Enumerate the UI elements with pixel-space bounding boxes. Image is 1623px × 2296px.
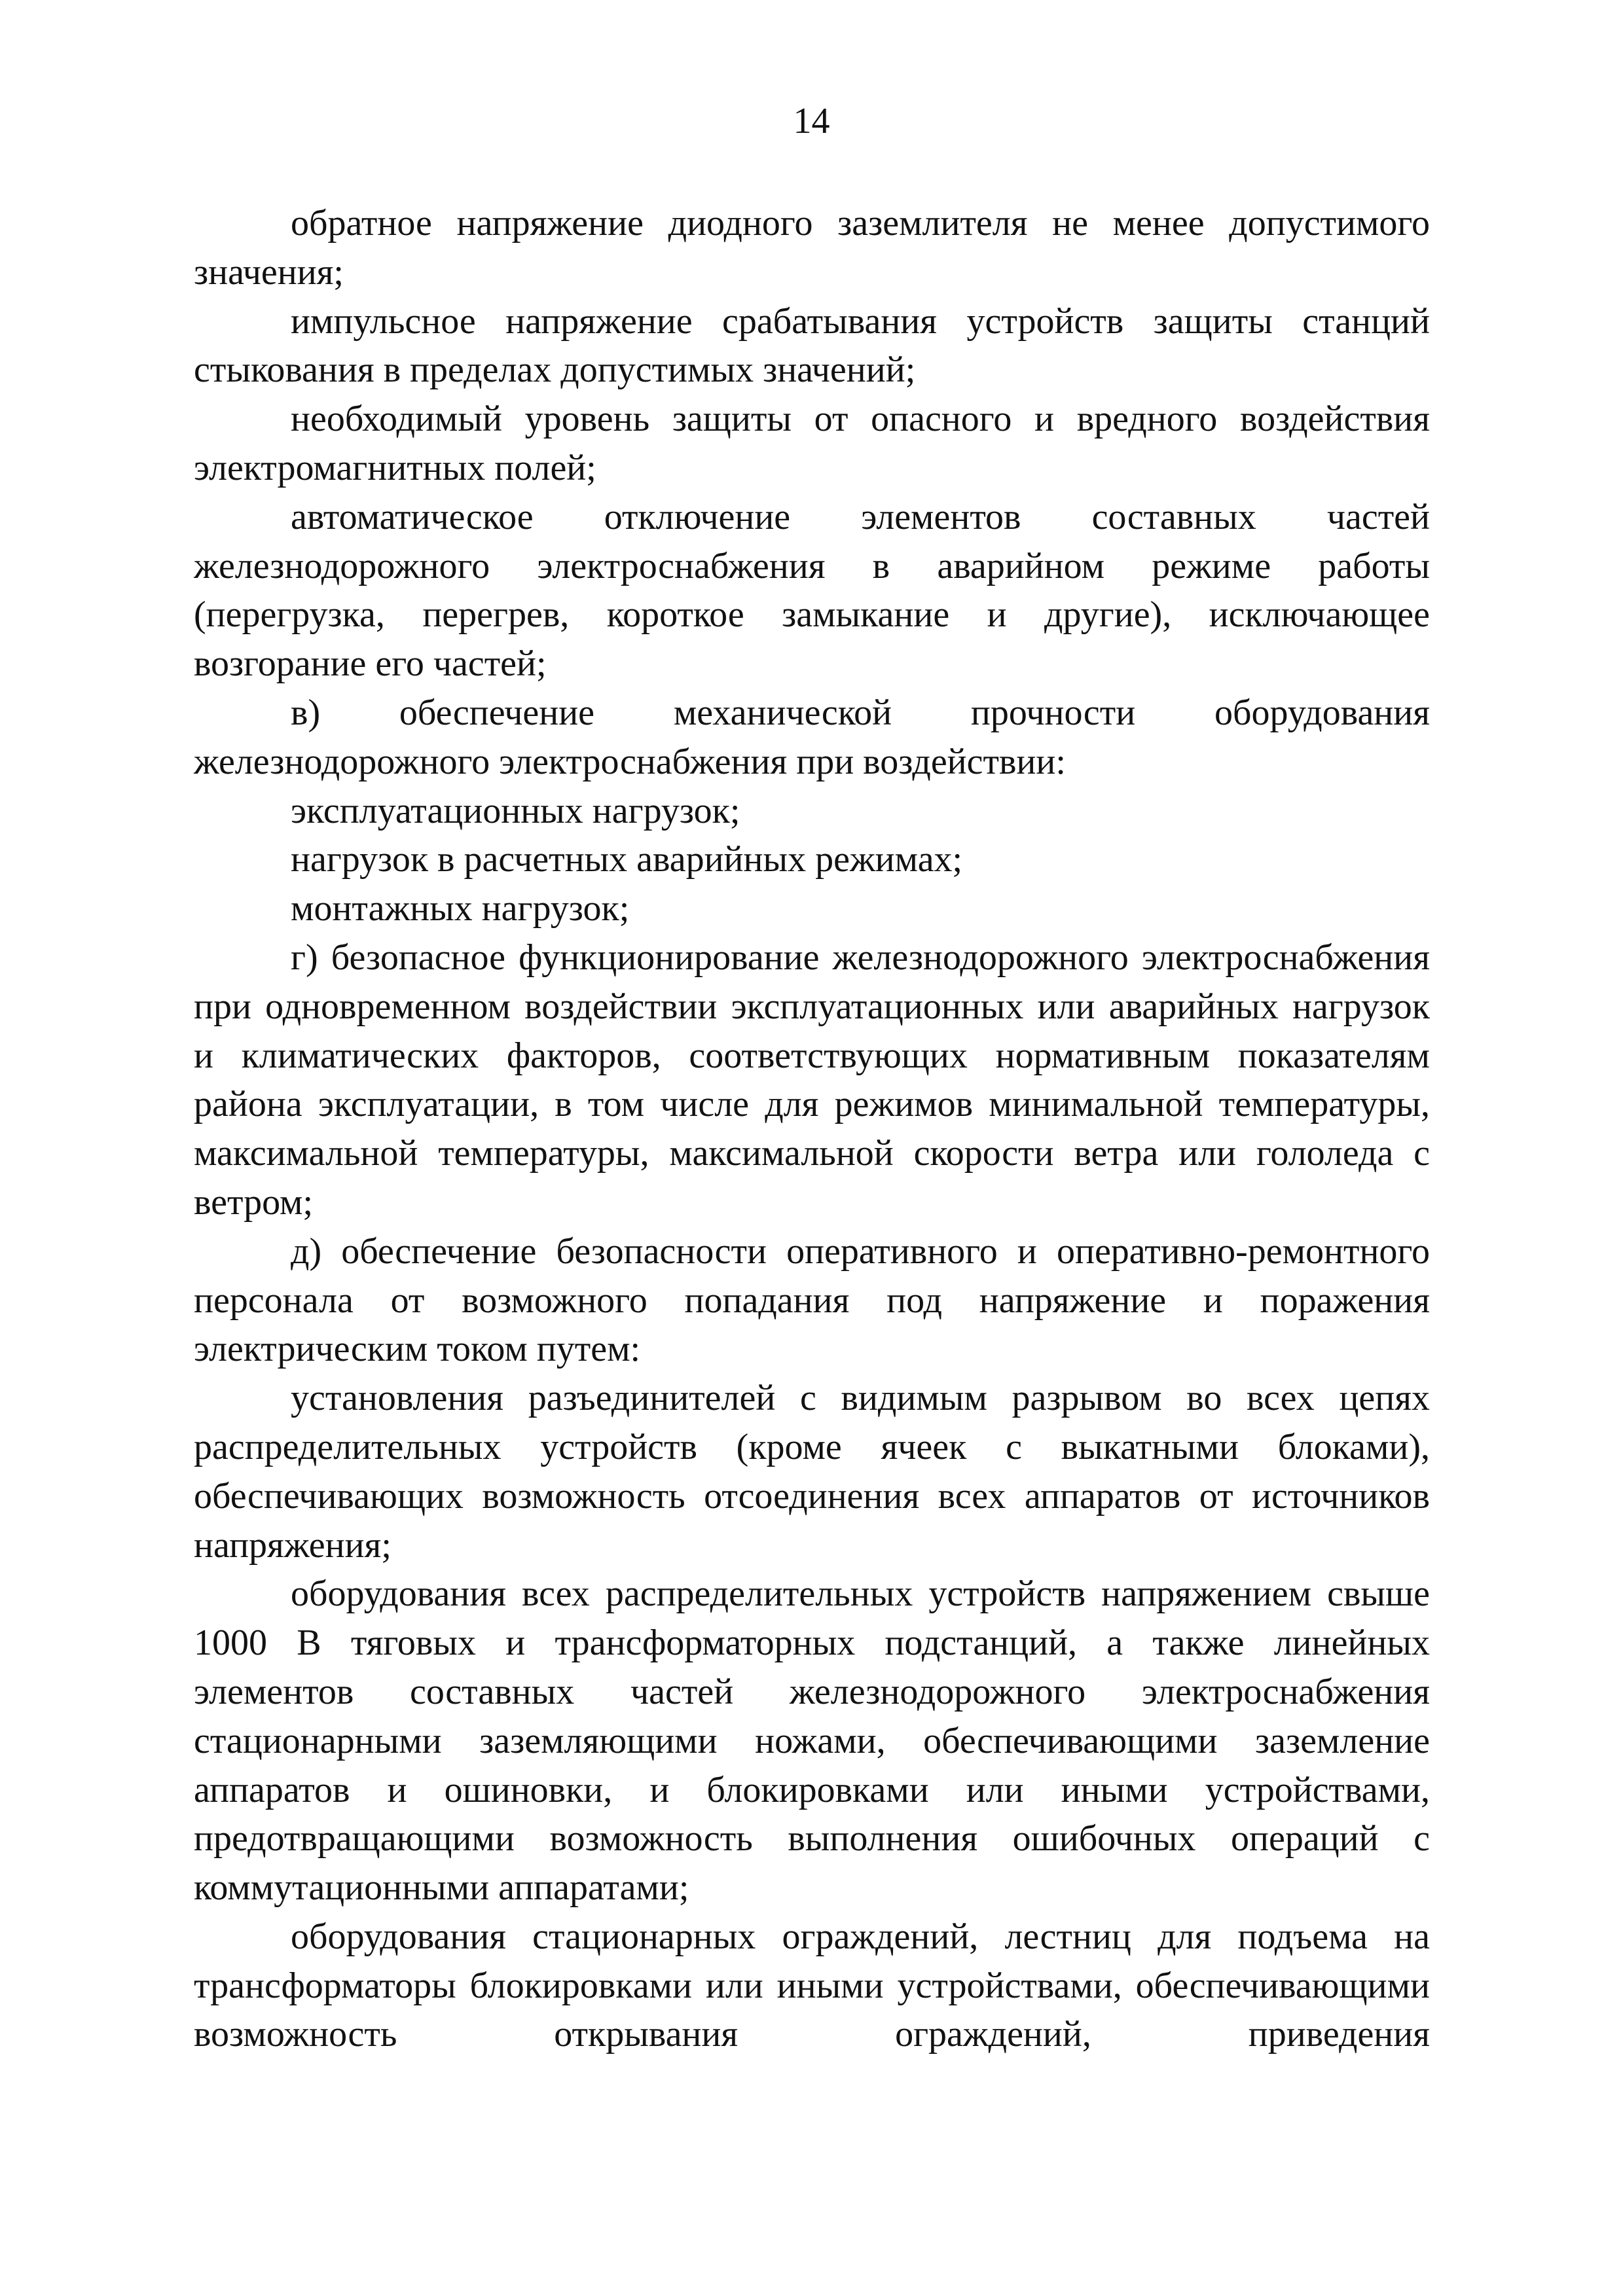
paragraph: в) обеспечение механической прочности оборудования железнодорожного электроснабжения при воздействии: [194, 692, 1430, 782]
paragraph: установления разъединителей с видимым разрывом во всех цепях распределительных устройств (кроме ячеек с выкатными блоками), обеспечивающих возможность отсоединения всех аппаратов от источников напряжения; [194, 1378, 1430, 1566]
paragraph: оборудования стационарных ограждений, лестниц для подъема на трансформаторы блокировками или иными устройствами, обеспечивающими возможность открывания ограждений, приведения [194, 1916, 1430, 2055]
page-number: 14 [793, 101, 830, 141]
paragraph: эксплуатационных нагрузок; [291, 790, 740, 831]
paragraph: монтажных нагрузок; [291, 888, 630, 929]
paragraph: обратное напряжение диодного заземлителя не менее допустимого значения; [194, 203, 1430, 293]
paragraph: д) обеспечение безопасности оперативного и оперативно-ремонтного персонала от возможного попадания под напряжение и поражения электрическим током путем: [194, 1230, 1430, 1370]
paragraph: нагрузок в расчетных аварийных режимах; [291, 839, 963, 880]
paragraph: автоматическое отключение элементов составных частей железнодорожного электроснабжения в аварийном режиме работы (перегрузка, перегрев, короткое замыкание и другие), исключающее возгорание его частей; [194, 496, 1430, 685]
paragraph: импульсное напряжение срабатывания устройств защиты станций стыкования в пределах допустимых значений; [194, 300, 1430, 391]
paragraph: г) безопасное функционирование железнодорожного электроснабжения при одновременном воздействии эксплуатационных или аварийных нагрузок и климатических факторов, соответствующих нормативным показателям района эксплуатации, в том числе для режимов минимальной температуры, максимальной температуры, максимальной скорости ветра или гололеда с ветром; [194, 937, 1430, 1223]
paragraph: необходимый уровень защиты от опасного и вредного воздействия электромагнитных полей; [194, 399, 1430, 488]
document-body [194, 199, 1430, 2059]
paragraph: оборудования всех распределительных устройств напряжением свыше 1000 В тяговых и трансформаторных подстанций, а также линейных элементов составных частей железнодорожного электроснабжения стационарными заземляющими ножами, обеспечивающими заземление аппаратов и ошиновки, и блокировками или иными устройствами, предотвращающими возможность выполнения ошибочных операций с коммутационными аппаратами; [194, 1573, 1430, 1909]
